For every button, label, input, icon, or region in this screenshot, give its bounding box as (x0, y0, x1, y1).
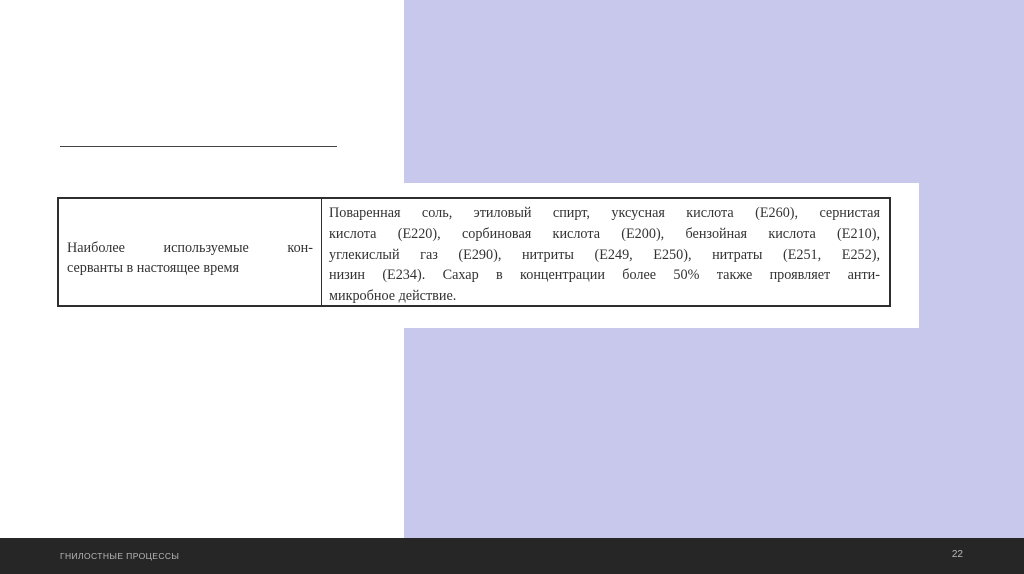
content-line: низин (Е234). Сахар в концентрации более 50% также проявляет анти- (329, 267, 880, 284)
content-line: кислота (Е220), сорбиновая кислота (Е200), бензойная кислота (Е210), (329, 225, 880, 242)
preservatives-table (57, 197, 891, 307)
footer-bar (0, 538, 1024, 574)
footer-title: ГНИЛОСТНЫЕ ПРОЦЕССЫ (60, 551, 180, 561)
table-label-cell (59, 199, 322, 305)
page-number: 22 (951, 549, 963, 560)
label-line: Наиболее используемые кон- (67, 240, 313, 256)
table-content-cell (322, 199, 889, 305)
label-line: серванты в настоящее время (67, 260, 239, 276)
horizontal-rule (60, 146, 337, 147)
content-line: микробное действие. (329, 288, 457, 305)
content-line: Поваренная соль, этиловый спирт, уксусная кислота (Е260), сернистая (329, 205, 880, 221)
content-line: углекислый газ (Е290), нитриты (Е249, Е250), нитраты (Е251, Е252), (329, 246, 880, 263)
